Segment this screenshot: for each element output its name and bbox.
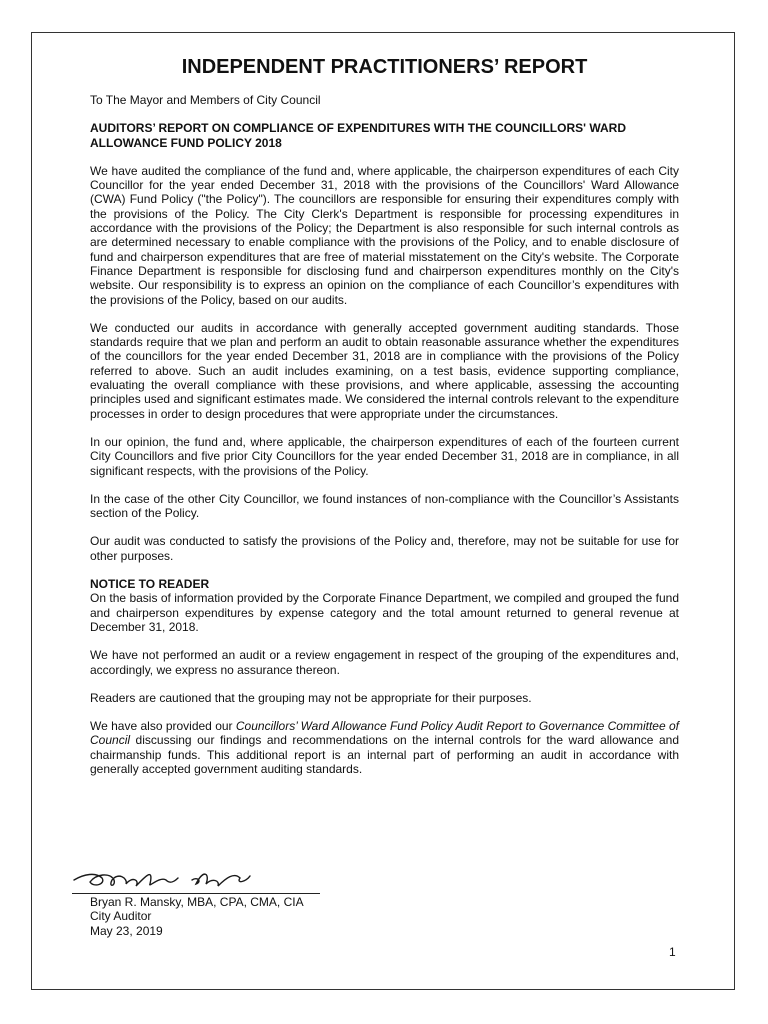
report-title: INDEPENDENT PRACTITIONERS’ REPORT bbox=[181, 56, 588, 78]
signatory-name: Bryan R. Mansky, MBA, CPA, CMA, CIA bbox=[90, 895, 304, 909]
paragraph-restriction: Our audit was conducted to satisfy the provisions of the Policy and, therefore, may not be suitable for use for other purposes. bbox=[90, 534, 679, 563]
addressee: To The Mayor and Members of City Council bbox=[90, 93, 321, 107]
page-number: 1 bbox=[669, 945, 676, 959]
signature-date: May 23, 2019 bbox=[90, 923, 163, 938]
signatory bbox=[90, 895, 304, 938]
governance-report-title: Councillors’ Ward Allowance Fund Policy Audit Report to Governance Committee of Council bbox=[90, 719, 679, 748]
report-body bbox=[90, 55, 679, 790]
notice-heading: NOTICE TO READER bbox=[90, 577, 210, 592]
notice-paragraph-additional-report bbox=[90, 719, 679, 776]
notice-paragraph-basis: On the basis of information provided by the Corporate Finance Department, we compiled and grouped the fund and chairperson expenditures by expense category and the total amount returned to general revenue at December 31, 2018. bbox=[90, 591, 679, 634]
signature-line bbox=[72, 893, 320, 894]
signatory-role: City Auditor bbox=[90, 909, 152, 924]
paragraph-standards: We conducted our audits in accordance with generally accepted government auditing standards. Those standards require that we plan and perform an audit to obtain reasonable assurance whether the expenditures of the councillors for the year ended December 31, 2018 are in compliance with the provisions of the Policy referred to above. Such an audit includes examining, on a test basis, evidence supporting compliance, evaluating the overall compliance with these provisions, and where applicable, assessing the accounting principles used and significant estimates made. We considered the internal controls relevant to the expenditure processes in order to design procedures that were appropriate under the circumstances. bbox=[90, 320, 679, 421]
paragraph-non-compliance: In the case of the other City Councillor, we found instances of non-compliance with the Councillor’s Assistants section of the Policy. bbox=[90, 491, 679, 521]
report-subheading: AUDITORS’ REPORT ON COMPLIANCE OF EXPENDITURES WITH THE COUNCILLORS' WARD ALLOWANCE FUND POLICY 2018 bbox=[90, 121, 626, 150]
notice-paragraph-no-assurance: We have not performed an audit or a review engagement in respect of the grouping of the expenditures and, accordingly, we express no assurance thereon. bbox=[90, 648, 679, 677]
additional-report-tail: discussing our findings and recommendations on the internal controls for the ward allowance and chairmanship funds. This additional report is an internal part of performing an audit in accordance with generally accepted government auditing standards. bbox=[90, 733, 679, 776]
notice-paragraph-caution: Readers are cautioned that the grouping may not be appropriate for their purposes. bbox=[90, 690, 532, 705]
paragraph-opinion: In our opinion, the fund and, where applicable, the chairperson expenditures of each of the fourteen current City Councillors and five prior City Councillors for the year ended December 31, 2018 are in compliance, in all significant respects, with the provisions of the Policy. bbox=[90, 434, 679, 478]
handwritten-signature bbox=[70, 858, 270, 898]
paragraph-scope: We have audited the compliance of the fund and, where applicable, the chairperson expenditures of each City Councillor for the year ended December 31, 2018 with the provisions of the Councillors' Ward Allowance (CWA) Fund Policy ("the Policy"). The councillors are responsible for ensuring their expenditures comply with the provisions of the Policy. The City Clerk's Department is responsible for processing expenditures in accordance with the provisions of the Policy; the Department is also responsible for such internal controls as are determined necessary to enable compliance with the provisions of the Policy, and to enable disclosure of fund and chairperson expenditures that are free of material misstatement on the City's website. The Corporate Finance Department is responsible for disclosing fund and chairperson expenditures monthly on the City's website. Our responsibility is to express an opinion on the compliance of each Councillor’s expenditures with the provisions of the Policy, based on our audits. bbox=[90, 163, 679, 307]
additional-report-lead: We have also provided our bbox=[90, 719, 236, 734]
